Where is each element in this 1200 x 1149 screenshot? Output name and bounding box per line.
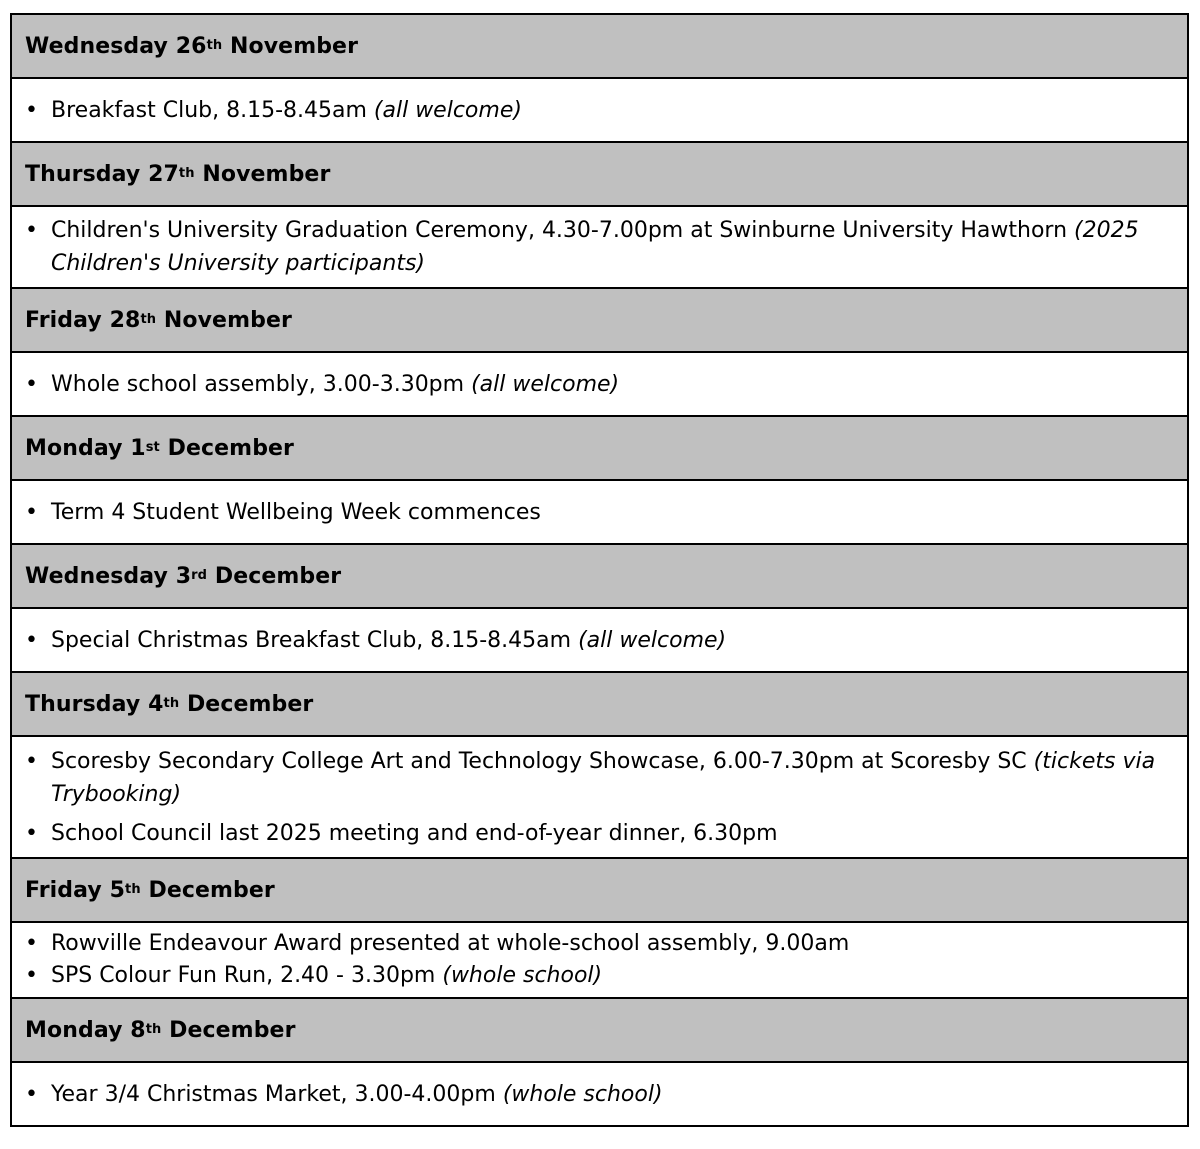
bullet-icon: • [25,748,38,774]
day-events [12,207,1187,289]
day-events [12,1063,1187,1127]
day-header: Monday 1 st December [12,417,1187,481]
event-text: Year 3/4 Christmas Market, 3.00-4.00pm [51,1081,496,1107]
day-month: November [163,307,292,333]
event-item [25,94,1177,127]
event-note: (whole school) [502,1081,663,1107]
day-month: November [202,161,331,187]
day-events [12,923,1187,999]
bullet-icon: • [25,1081,38,1107]
event-item [25,368,1177,401]
day-month: December [186,691,314,717]
day-header: Wednesday 3 rd December [12,545,1187,609]
day-header: Friday 5 th December [12,859,1187,923]
day-month: December [167,435,295,461]
event-item [25,960,1177,992]
event-item [25,214,1177,280]
day-header: Friday 28 th November [12,289,1187,353]
bullet-icon: • [25,963,38,988]
event-note: (tickets via Trybooking) [51,748,1156,807]
bullet-icon: • [25,931,38,956]
bullet-icon: • [25,820,38,846]
event-item [25,496,1177,529]
day-events [12,609,1187,673]
event-note: (all welcome) [471,371,620,397]
event-text: Rowville Endeavour Award presented at whole-school assembly, 9.00am [51,931,850,956]
bullet-icon: • [25,371,38,397]
day-weekday: Wednesday 26 [25,33,207,59]
day-header: Wednesday 26 th November [12,15,1187,79]
event-note: (whole school) [442,963,603,988]
bullet-icon: • [25,499,38,525]
event-text: SPS Colour Fun Run, 2.40 - 3.30pm [51,963,436,988]
event-item [25,928,1177,960]
day-weekday: Monday 1 [25,435,146,461]
events-calendar-table [10,13,1189,1127]
event-item [25,1078,1177,1111]
event-text: Whole school assembly, 3.00-3.30pm [51,371,465,397]
day-events [12,79,1187,143]
day-month: November [230,33,359,59]
event-text: Scoresby Secondary College Art and Technology Showcase, 6.00-7.30pm at Scoresby SC [51,748,1027,774]
event-item [25,745,1177,811]
event-note: (all welcome) [578,627,727,653]
event-text: Term 4 Student Wellbeing Week commences [51,499,541,525]
day-header: Thursday 27 th November [12,143,1187,207]
event-note: (all welcome) [373,97,522,123]
day-events [12,481,1187,545]
day-header: Monday 8 th December [12,999,1187,1063]
day-events [12,737,1187,859]
day-weekday: Friday 5 [25,877,126,903]
day-weekday: Thursday 4 [25,691,164,717]
day-weekday: Friday 28 [25,307,141,333]
day-weekday: Wednesday 3 [25,563,192,589]
bullet-icon: • [25,97,38,123]
day-header: Thursday 4 th December [12,673,1187,737]
event-note: (2025 Children's University participants) [51,218,1139,276]
day-month: December [169,1017,296,1043]
bullet-icon: • [25,627,38,653]
day-weekday: Thursday 27 [25,161,179,187]
event-text: Breakfast Club, 8.15-8.45am [51,97,367,123]
event-text: School Council last 2025 meeting and end-of-year dinner, 6.30pm [51,820,778,846]
day-month: December [148,877,275,903]
event-text: Special Christmas Breakfast Club, 8.15-8.45am [51,627,572,653]
event-text: Children's University Graduation Ceremony, 4.30-7.00pm at Swinburne University Hawthorn [51,218,1068,243]
event-item [25,817,1177,850]
day-events [12,353,1187,417]
event-item [25,624,1177,657]
day-month: December [214,563,342,589]
day-weekday: Monday 8 [25,1017,146,1043]
bullet-icon: • [25,218,38,243]
